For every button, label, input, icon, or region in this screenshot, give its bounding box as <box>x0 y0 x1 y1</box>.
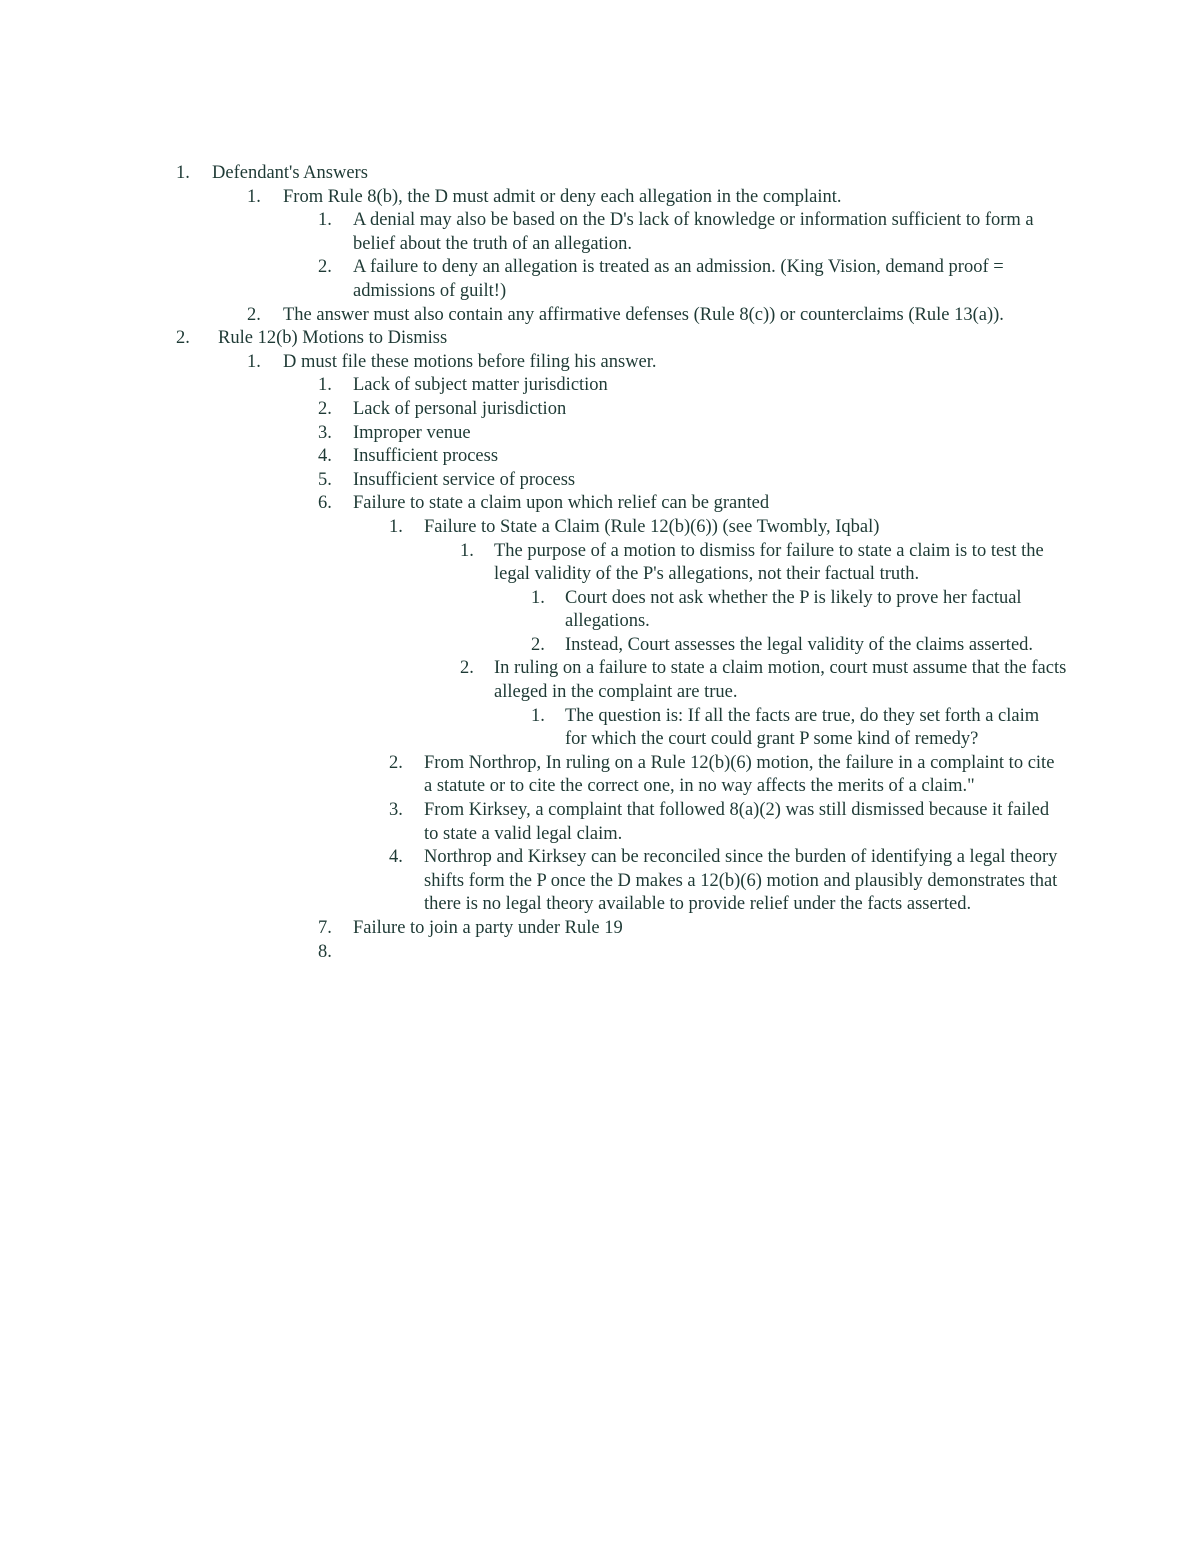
item-text: The question is: If all the facts are true, do they set forth a claim for which the court could grant P some kind of remedy? <box>565 705 1040 750</box>
item-text: Instead, Court assesses the legal validity of the claims asserted. <box>565 634 1034 655</box>
item-text: Failure to join a party under Rule 19 <box>353 918 623 938</box>
item-number: 2. <box>247 304 261 325</box>
outline-item-empty <box>0 941 1200 965</box>
outline-item <box>0 516 1200 540</box>
item-text: Failure to state a claim upon which relief can be granted <box>353 493 770 514</box>
item-text: Northrop and Kirksey can be reconciled since the burden of identifying a legal theory shifts form the P once the D makes a 12(b)(6) motion and plausibly demonstrates that there is no legal theory available to provide relief under the facts asserted. <box>424 847 1058 915</box>
item-number: 4. <box>389 847 403 868</box>
outline-item <box>0 374 1200 398</box>
item-text: A failure to deny an allegation is treated as an admission. (King Vision, demand proof = admissions of guilt!) <box>353 257 1004 301</box>
item-text: From Kirksey, a complaint that followed 8(a)(2) was still dismissed because it failed to state a valid legal claim. <box>424 800 1050 844</box>
item-number: 1. <box>531 587 545 608</box>
item-number: 2. <box>531 634 545 655</box>
item-text: Failure to State a Claim (Rule 12(b)(6)) (see Twombly, Iqbal) <box>424 516 880 537</box>
item-text: In ruling on a failure to state a claim motion, court must assume that the facts alleged in the complaint are true. <box>494 658 1067 703</box>
outline-item <box>0 304 1200 328</box>
item-text: Defendant's Answers <box>212 163 368 183</box>
item-text: A denial may also be based on the D's lack of knowledge or information sufficient to form a belief about the truth of an allegation. <box>353 210 1034 254</box>
outline-item <box>0 327 1200 351</box>
item-text: From Northrop, In ruling on a Rule 12(b)(6) motion, the failure in a complaint to cite a statute or to cite the correct one, in no way affects the merits of a claim." <box>424 752 1055 797</box>
item-text: D must file these motions before filing his answer. <box>283 351 657 372</box>
outline-item <box>0 492 1200 516</box>
item-text: The answer must also contain any affirmative defenses (Rule 8(c)) or counterclaims (Rule 13(a)). <box>283 304 1004 325</box>
outline-item <box>0 587 1200 634</box>
outline-item <box>0 799 1200 846</box>
item-text: Court does not ask whether the P is likely to prove her factual allegations. <box>565 587 1022 632</box>
item-text: Rule 12(b) Motions to Dismiss <box>218 328 448 349</box>
item-number: 3. <box>318 422 332 443</box>
item-number: 7. <box>318 918 332 938</box>
item-text: Improper venue <box>353 422 471 443</box>
item-number: 1. <box>531 705 545 726</box>
item-text: The purpose of a motion to dismiss for failure to state a claim is to test the legal validity of the P's allegations, not their factual truth. <box>494 540 1044 585</box>
item-number: 2. <box>176 328 190 349</box>
item-number: 2. <box>460 658 474 679</box>
outline-item <box>0 752 1200 799</box>
item-number: 2. <box>318 398 332 419</box>
item-text: Insufficient service of process <box>353 469 576 490</box>
outline-list <box>0 162 1200 964</box>
item-number: 1. <box>460 540 474 561</box>
outline-item <box>0 422 1200 446</box>
outline-item <box>0 917 1200 941</box>
item-number: 1. <box>389 516 403 537</box>
item-number: 3. <box>389 800 403 821</box>
item-number: 4. <box>318 446 332 467</box>
item-number: 1. <box>318 375 332 396</box>
outline-item <box>0 634 1200 658</box>
outline-item <box>0 705 1200 752</box>
outline-item <box>0 445 1200 469</box>
outline-item <box>0 398 1200 422</box>
outline-item <box>0 846 1200 917</box>
outline-item <box>0 186 1200 210</box>
outline-item <box>0 657 1200 704</box>
outline-item <box>0 256 1200 303</box>
outline-item <box>0 162 1200 186</box>
outline-item <box>0 469 1200 493</box>
item-number: 1. <box>176 163 190 183</box>
item-number: 1. <box>318 210 332 231</box>
item-text: Lack of subject matter jurisdiction <box>353 375 608 396</box>
outline-item <box>0 351 1200 375</box>
item-number: 6. <box>318 493 332 514</box>
item-text: Insufficient process <box>353 446 499 467</box>
item-number: 1. <box>247 351 261 372</box>
item-text <box>353 941 1058 965</box>
item-number: 2. <box>389 752 403 773</box>
item-text: Lack of personal jurisdiction <box>353 398 567 419</box>
item-number: 5. <box>318 469 332 490</box>
outline-item <box>0 209 1200 256</box>
outline-item <box>0 540 1200 587</box>
item-number: 8. <box>318 941 332 962</box>
item-number: 1. <box>247 186 261 207</box>
item-text: From Rule 8(b), the D must admit or deny each allegation in the complaint. <box>283 186 842 207</box>
item-number: 2. <box>318 257 332 278</box>
